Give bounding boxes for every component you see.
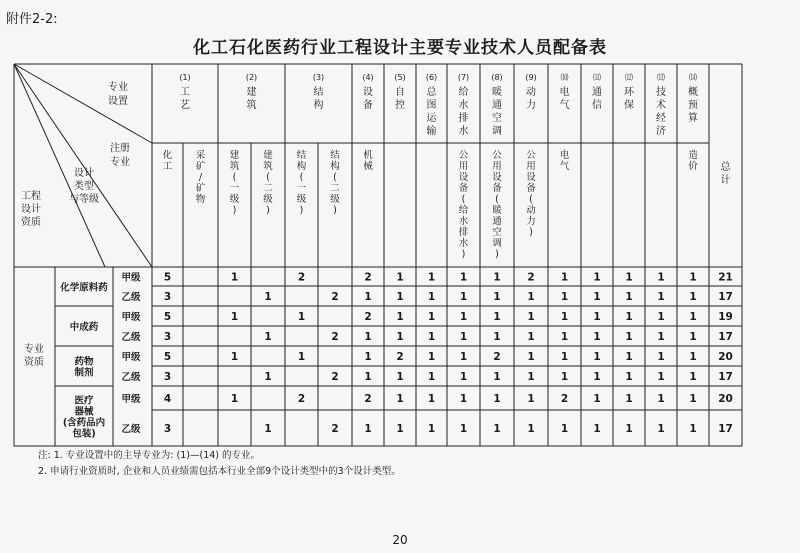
- staff-count-cell: 1: [560, 331, 569, 343]
- staff-count-cell: 2: [560, 393, 569, 405]
- major-name: 经: [656, 113, 666, 124]
- registered-major: ): [299, 205, 304, 216]
- staff-count-cell: 1: [427, 351, 436, 363]
- registered-major: 工: [162, 161, 173, 172]
- staff-count-cell: 1: [560, 271, 569, 284]
- staff-count-cell: 2: [331, 331, 339, 343]
- registered-major: 调: [492, 238, 502, 249]
- staff-count-cell: 1: [364, 371, 372, 383]
- qualification-label: 资质: [24, 357, 44, 368]
- staff-count-cell: 1: [459, 291, 468, 303]
- corner-label-registered: 注册: [110, 143, 130, 154]
- staff-count-cell: 1: [625, 271, 633, 284]
- major-name: 工: [180, 87, 190, 98]
- registered-major: 用: [526, 161, 536, 172]
- total-cell: 17: [718, 371, 733, 383]
- registered-major: /: [198, 172, 203, 183]
- registered-major: 暖: [492, 205, 502, 216]
- registered-major: (: [232, 172, 237, 183]
- staff-count-cell: 1: [527, 423, 535, 435]
- staff-count-cell: 1: [364, 351, 372, 363]
- staff-count-cell: 1: [427, 311, 436, 323]
- staff-count-cell: 1: [427, 291, 436, 303]
- major-name: 算: [688, 113, 698, 124]
- total-label: 计: [720, 175, 731, 186]
- staff-count-cell: 1: [527, 351, 535, 363]
- staff-count-cell: 4: [163, 393, 172, 405]
- total-cell: 20: [718, 351, 733, 363]
- staff-count-cell: 1: [657, 291, 665, 303]
- staff-count-cell: 1: [297, 351, 306, 363]
- staff-count-cell: 1: [493, 331, 501, 343]
- major-name: 气: [559, 100, 570, 111]
- staff-count-cell: 1: [625, 393, 633, 405]
- registered-major: 一: [229, 183, 240, 194]
- grade-label: 甲级: [121, 312, 141, 323]
- staff-count-cell: 1: [459, 331, 468, 343]
- staff-count-cell: 1: [230, 311, 239, 323]
- major-number: ⑽: [560, 73, 569, 82]
- staff-count-cell: 1: [625, 311, 633, 323]
- staff-count-cell: 2: [297, 393, 306, 405]
- registered-major: 设: [492, 172, 502, 183]
- staff-count-cell: 1: [527, 393, 535, 405]
- registered-major: 用: [458, 161, 469, 172]
- registered-major: 力: [526, 216, 536, 227]
- staff-count-cell: 1: [493, 291, 501, 303]
- total-cell: 20: [718, 393, 733, 405]
- grade-label: 甲级: [121, 394, 141, 405]
- major-name: 济: [656, 126, 666, 137]
- staff-count-cell: 2: [331, 371, 339, 383]
- registered-major: 级: [229, 194, 240, 205]
- corner-label-type: 类型: [74, 181, 94, 192]
- major-name: 电: [559, 87, 570, 98]
- major-name: 结: [313, 87, 324, 98]
- registered-major: 建: [229, 150, 240, 161]
- note-1: 注: 1. 专业设置中的主导专业为: (1)—(14) 的专业。: [38, 450, 261, 461]
- grade-label: 甲级: [121, 352, 141, 363]
- staff-count-cell: 1: [427, 271, 436, 284]
- registered-major: 设: [458, 172, 469, 183]
- staff-count-cell: 1: [264, 371, 272, 383]
- major-name: 备: [363, 100, 373, 111]
- staff-count-cell: 1: [593, 331, 601, 343]
- registered-major: 化: [162, 150, 173, 161]
- major-name: 总: [426, 87, 437, 98]
- registered-major: 物: [195, 194, 206, 205]
- registered-major: 筑: [263, 161, 273, 172]
- registered-major: 一: [296, 183, 307, 194]
- design-type-label: 化学原料药: [60, 282, 108, 294]
- attachment-label: 附件2-2:: [6, 12, 58, 27]
- staff-count-cell: 3: [163, 291, 172, 303]
- registered-major: 价: [688, 161, 698, 172]
- staff-count-cell: 1: [657, 423, 665, 435]
- staff-count-cell: 5: [163, 271, 172, 284]
- grade-label: 乙级: [121, 332, 141, 343]
- registered-major: ): [266, 205, 270, 216]
- staff-count-cell: 1: [427, 423, 436, 435]
- total-cell: 17: [718, 291, 733, 303]
- staff-count-cell: 1: [527, 371, 535, 383]
- major-name: 输: [426, 126, 437, 137]
- registered-major: 矿: [195, 183, 206, 194]
- staff-count-cell: 1: [689, 351, 697, 363]
- staff-count-cell: 1: [264, 331, 272, 343]
- registered-major: 采: [195, 150, 206, 161]
- registered-major: 通: [492, 216, 502, 227]
- registered-major: 结: [296, 150, 307, 161]
- staff-count-cell: 1: [459, 271, 468, 284]
- staff-count-cell: 2: [396, 351, 404, 363]
- corner-label-type: 与等级: [69, 194, 99, 205]
- staff-count-cell: 1: [364, 423, 372, 435]
- registered-major: (: [333, 172, 337, 183]
- registered-major: 公: [458, 150, 469, 161]
- staff-count-cell: 1: [459, 371, 468, 383]
- staff-count-cell: 1: [689, 371, 697, 383]
- staff-count-cell: 3: [163, 371, 172, 383]
- registered-major: ): [495, 249, 499, 260]
- staff-count-cell: 1: [396, 331, 404, 343]
- page-number: 20: [392, 533, 408, 547]
- major-name: 筑: [246, 100, 257, 111]
- staff-count-cell: 1: [396, 271, 404, 284]
- staff-count-cell: 1: [560, 371, 569, 383]
- grade-label: 甲级: [121, 272, 141, 284]
- qualification-label: 专业: [24, 344, 44, 355]
- staff-count-cell: 1: [396, 291, 404, 303]
- total-cell: 19: [718, 311, 733, 323]
- staff-count-cell: 1: [459, 393, 468, 405]
- major-name: 概: [688, 87, 698, 98]
- note-2: 2. 申请行业资质时, 企业和人员业绩需包括本行业全部9个设计类型中的3个设计类型。: [38, 466, 401, 477]
- registered-major: 级: [330, 194, 340, 205]
- staff-count-cell: 1: [264, 423, 272, 435]
- corner-label-major: 设置: [108, 96, 128, 107]
- staff-count-cell: 1: [560, 291, 569, 303]
- registered-major: 电: [559, 150, 570, 161]
- major-name: 设: [363, 87, 373, 98]
- registered-major: 公: [526, 150, 536, 161]
- staff-count-cell: 1: [427, 393, 436, 405]
- registered-major: 造: [688, 150, 698, 161]
- staff-count-cell: 1: [364, 291, 372, 303]
- staff-count-cell: 1: [459, 311, 468, 323]
- staff-count-cell: 1: [230, 351, 239, 363]
- registered-major: 构: [330, 161, 340, 172]
- registered-major: (: [299, 172, 304, 183]
- major-name: 自: [395, 87, 405, 98]
- major-number: (2): [245, 73, 258, 82]
- major-name: 信: [592, 100, 602, 111]
- staff-count-cell: 1: [625, 351, 633, 363]
- staff-count-cell: 1: [689, 311, 697, 323]
- major-name: 预: [688, 100, 698, 111]
- registered-major: (: [266, 172, 270, 183]
- registered-major: 水: [458, 216, 469, 227]
- design-type-label: 医疗: [74, 395, 94, 407]
- registered-major: 备: [526, 183, 536, 194]
- major-name: 保: [624, 100, 634, 111]
- grade-label: 乙级: [121, 424, 141, 435]
- major-name: 图: [426, 100, 437, 111]
- registered-major: 构: [296, 161, 307, 172]
- major-name: 调: [492, 126, 502, 137]
- major-name: 动: [526, 87, 536, 98]
- major-name: 空: [492, 113, 502, 124]
- staff-count-cell: 1: [493, 271, 501, 284]
- registered-major: 级: [263, 194, 273, 205]
- staff-count-cell: 1: [593, 271, 601, 284]
- design-type-label: 包装): [72, 428, 96, 440]
- corner-diagonal: [14, 64, 152, 267]
- staff-count-cell: 1: [459, 351, 468, 363]
- major-number: (6): [425, 73, 438, 82]
- corner-label-registered: 专业: [110, 157, 130, 168]
- major-name: 给: [458, 87, 469, 98]
- staff-count-cell: 2: [493, 351, 501, 363]
- registered-major: 气: [559, 161, 570, 172]
- registered-major: (: [529, 194, 533, 205]
- major-name: 水: [458, 100, 469, 111]
- registered-major: 二: [330, 183, 340, 194]
- registered-major: 用: [492, 161, 502, 172]
- major-name: 构: [313, 100, 324, 111]
- staff-count-cell: 3: [163, 331, 172, 343]
- major-name: 暖: [492, 87, 502, 98]
- staff-count-cell: 2: [527, 271, 535, 284]
- staff-count-cell: 1: [396, 371, 404, 383]
- registered-major: 动: [526, 205, 536, 216]
- staff-count-cell: 1: [427, 371, 436, 383]
- registered-major: 设: [526, 172, 536, 183]
- registered-major: ): [333, 205, 337, 216]
- registered-major: (: [495, 194, 499, 205]
- staff-count-cell: 1: [657, 371, 665, 383]
- total-label: 总: [720, 162, 731, 173]
- staff-count-cell: 1: [625, 291, 633, 303]
- staff-count-cell: 1: [625, 331, 633, 343]
- major-number: (5): [394, 73, 406, 82]
- staff-count-cell: 1: [593, 351, 601, 363]
- staff-count-cell: 1: [625, 371, 633, 383]
- staff-count-cell: 2: [364, 393, 372, 405]
- staff-count-cell: 1: [396, 393, 404, 405]
- major-name: 技: [656, 87, 666, 98]
- staff-count-cell: 2: [331, 291, 339, 303]
- total-cell: 17: [718, 331, 733, 343]
- staff-count-cell: 1: [560, 351, 569, 363]
- registered-major: 空: [492, 227, 502, 238]
- design-type-label: 制剂: [74, 367, 94, 379]
- registered-major: 排: [458, 227, 469, 238]
- registered-major: 械: [363, 161, 373, 172]
- staff-count-cell: 1: [527, 291, 535, 303]
- registered-major: 水: [458, 238, 469, 249]
- staff-count-cell: 1: [264, 291, 272, 303]
- registered-major: 备: [492, 183, 502, 194]
- staff-count-cell: 1: [657, 331, 665, 343]
- registered-major: 矿: [195, 161, 206, 172]
- staff-count-cell: 1: [560, 423, 569, 435]
- staff-count-cell: 1: [657, 311, 665, 323]
- major-number: ⒁: [689, 73, 697, 82]
- staff-count-cell: 1: [689, 271, 697, 284]
- staff-count-cell: 1: [364, 331, 372, 343]
- staff-count-cell: 1: [593, 393, 601, 405]
- staff-count-cell: 1: [493, 393, 501, 405]
- staff-count-cell: 1: [297, 311, 306, 323]
- major-name: 术: [656, 100, 666, 111]
- staff-count-cell: 1: [527, 311, 535, 323]
- corner-diagonal: [14, 64, 152, 143]
- major-name: 运: [426, 113, 437, 124]
- staff-count-cell: 1: [396, 311, 404, 323]
- major-number: ⑿: [625, 73, 633, 82]
- registered-major: 备: [458, 183, 469, 194]
- corner-label-qualification: 资质: [21, 217, 41, 228]
- staff-count-cell: 2: [364, 311, 372, 323]
- staff-count-cell: 1: [527, 331, 535, 343]
- staff-count-cell: 1: [493, 371, 501, 383]
- document-title: 化工石化医药行业工程设计主要专业技术人员配备表: [193, 38, 607, 58]
- staff-count-cell: 1: [657, 271, 665, 284]
- total-cell: 21: [718, 271, 733, 284]
- staff-count-cell: 1: [493, 311, 501, 323]
- registered-major: ): [461, 249, 466, 260]
- staff-count-cell: 1: [593, 371, 601, 383]
- staff-count-cell: 1: [396, 423, 404, 435]
- major-name: 通: [592, 87, 602, 98]
- staff-count-cell: 2: [331, 423, 339, 435]
- staff-count-cell: 1: [625, 423, 633, 435]
- corner-label-type: 设计: [74, 168, 94, 179]
- major-number: (4): [362, 73, 374, 82]
- staff-count-cell: 1: [593, 291, 601, 303]
- major-name: 环: [624, 87, 634, 98]
- staff-count-cell: 1: [657, 393, 665, 405]
- registered-major: 公: [492, 150, 502, 161]
- major-name: 艺: [180, 100, 190, 111]
- grade-label: 乙级: [121, 292, 141, 303]
- major-number: ⒀: [657, 73, 665, 82]
- design-type-label: 器械: [74, 406, 94, 418]
- staff-count-cell: 1: [593, 423, 601, 435]
- design-type-label: 中成药: [69, 322, 99, 333]
- registered-major: 二: [263, 183, 273, 194]
- major-number: ⑾: [593, 73, 601, 82]
- staff-count-cell: 1: [459, 423, 468, 435]
- registered-major: 结: [330, 150, 340, 161]
- staff-count-cell: 1: [560, 311, 569, 323]
- registered-major: 级: [296, 194, 307, 205]
- registered-major: 筑: [229, 161, 240, 172]
- corner-diagonal: [14, 64, 105, 267]
- staff-count-cell: 1: [689, 331, 697, 343]
- staff-count-cell: 1: [689, 291, 697, 303]
- major-name: 通: [492, 100, 502, 111]
- registered-major: 机: [363, 150, 373, 161]
- major-name: 力: [526, 100, 536, 111]
- staff-count-cell: 5: [163, 311, 172, 323]
- design-type-label: 药物: [74, 356, 94, 368]
- staff-count-cell: 1: [230, 393, 239, 405]
- corner-label-qualification: 设计: [21, 204, 41, 215]
- staff-count-cell: 1: [689, 393, 697, 405]
- major-name: 水: [458, 126, 469, 137]
- staff-count-cell: 3: [163, 423, 172, 435]
- total-cell: 17: [718, 423, 733, 435]
- corner-label-qualification: 工程: [21, 191, 41, 202]
- staff-count-cell: 1: [230, 271, 239, 284]
- staff-count-cell: 5: [163, 351, 172, 363]
- notes: [38, 448, 401, 480]
- major-name: 建: [246, 87, 257, 98]
- registered-major: (: [461, 194, 466, 205]
- registered-major: ): [529, 227, 533, 238]
- staff-count-cell: 1: [493, 423, 501, 435]
- grade-label: 乙级: [121, 372, 141, 383]
- staff-count-cell: 1: [593, 311, 601, 323]
- staff-count-cell: 2: [364, 271, 372, 284]
- major-number: (1): [179, 73, 191, 82]
- major-number: (8): [491, 73, 503, 82]
- staff-count-cell: 1: [657, 351, 665, 363]
- staff-count-cell: 1: [427, 331, 436, 343]
- staff-count-cell: 2: [297, 271, 306, 284]
- major-name: 控: [395, 100, 405, 111]
- major-number: (9): [525, 73, 537, 82]
- major-number: (3): [312, 73, 325, 82]
- registered-major: ): [232, 205, 237, 216]
- staff-count-cell: 1: [689, 423, 697, 435]
- registered-major: 给: [458, 205, 469, 216]
- design-type-label: (含药品内: [62, 417, 106, 429]
- major-number: (7): [457, 73, 470, 82]
- corner-label-major: 专业: [108, 82, 128, 93]
- major-name: 排: [458, 113, 469, 124]
- registered-major: 建: [263, 150, 273, 161]
